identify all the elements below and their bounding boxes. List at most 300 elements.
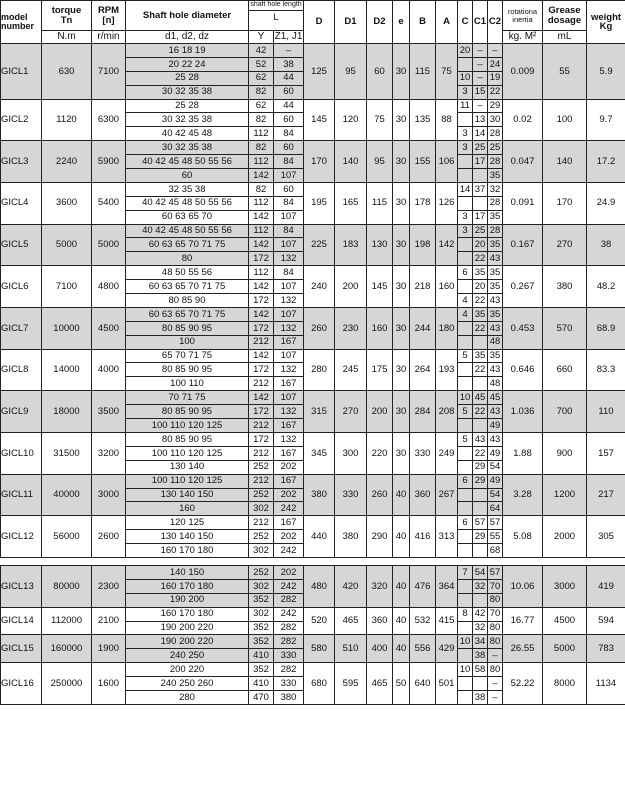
length-y-cell: 212 — [249, 474, 274, 488]
grease-cell: 170 — [543, 182, 587, 224]
B-cell: 244 — [410, 307, 436, 349]
length-y-cell: 302 — [249, 544, 274, 558]
grease-cell: 4500 — [543, 607, 587, 635]
C-cell — [458, 649, 473, 663]
D1-cell: 510 — [335, 635, 367, 663]
C2-cell: 80 — [488, 635, 503, 649]
shaft-diameter-cell: 190 200 220 — [126, 635, 249, 649]
shaft-diameter-cell: 60 63 65 70 71 75 — [126, 307, 249, 321]
D-cell: 195 — [304, 182, 335, 224]
inertia-cell: 52.22 — [503, 663, 543, 705]
length-z-cell: 282 — [274, 621, 304, 635]
D2-cell: 220 — [367, 432, 393, 474]
inertia-cell: 0.009 — [503, 44, 543, 100]
B-cell: 640 — [410, 663, 436, 705]
C1-cell: – — [473, 44, 488, 58]
length-y-cell: 252 — [249, 488, 274, 502]
B-cell: 218 — [410, 266, 436, 308]
D2-cell: 130 — [367, 224, 393, 266]
B-cell: 178 — [410, 182, 436, 224]
e-cell: 30 — [393, 44, 410, 100]
A-cell: 364 — [436, 565, 458, 607]
B-cell: 284 — [410, 391, 436, 433]
grease-cell: 55 — [543, 44, 587, 100]
table-row — [1, 663, 625, 677]
length-y-cell: 142 — [249, 210, 274, 224]
length-y-cell: 212 — [249, 419, 274, 433]
table-gap-row — [1, 557, 625, 565]
table-row — [1, 141, 625, 155]
A-cell: 126 — [436, 182, 458, 224]
length-z-cell: 84 — [274, 224, 304, 238]
C-cell: 10 — [458, 71, 473, 85]
C-cell: 3 — [458, 210, 473, 224]
D1-cell: 270 — [335, 391, 367, 433]
D2-cell: 115 — [367, 182, 393, 224]
length-y-cell: 142 — [249, 349, 274, 363]
torque-unit: N.m — [42, 31, 92, 44]
C2-cell: 29 — [488, 99, 503, 113]
shaft-length-title: shaft hole length — [250, 1, 302, 8]
weight-cell: 5.9 — [587, 44, 625, 100]
rpm-unit: r/min — [92, 31, 126, 44]
shaft-diameter-cell: 16 18 19 — [126, 44, 249, 58]
D2-cell: 175 — [367, 349, 393, 391]
length-y-cell: 410 — [249, 649, 274, 663]
length-y-cell: 212 — [249, 335, 274, 349]
inertia-cell: 5.08 — [503, 516, 543, 558]
C-cell — [458, 238, 473, 252]
D1-cell: 165 — [335, 182, 367, 224]
table-row — [1, 635, 625, 649]
table-row — [1, 44, 625, 58]
length-z-cell: 167 — [274, 377, 304, 391]
inertia-cell: 10.06 — [503, 565, 543, 607]
e-cell: 30 — [393, 266, 410, 308]
weight-cell: 594 — [587, 607, 625, 635]
B-cell: 198 — [410, 224, 436, 266]
length-y-cell: 82 — [249, 85, 274, 99]
inertia-cell: 1.88 — [503, 432, 543, 474]
C1-cell: 20 — [473, 238, 488, 252]
length-z-cell: 242 — [274, 502, 304, 516]
C-cell: 5 — [458, 349, 473, 363]
shaft-diameter-cell: 40 42 45 48 — [126, 127, 249, 141]
rpm-cell: 2600 — [92, 516, 126, 558]
C2-cell: 54 — [488, 460, 503, 474]
C2-cell: 80 — [488, 593, 503, 607]
C2-cell: 28 — [488, 224, 503, 238]
C1-cell: 22 — [473, 252, 488, 266]
e-cell: 40 — [393, 565, 410, 607]
D-cell: 260 — [304, 307, 335, 349]
length-z-cell: 330 — [274, 677, 304, 691]
C-cell: 4 — [458, 307, 473, 321]
C-cell — [458, 530, 473, 544]
C-cell — [458, 169, 473, 183]
table-row — [1, 266, 625, 280]
D-cell: 680 — [304, 663, 335, 705]
grease-cell: 270 — [543, 224, 587, 266]
grease-header: Grease dosage — [543, 1, 587, 31]
C2-cell: – — [488, 677, 503, 691]
shaft-diameter-header: Shaft hole diameter — [126, 1, 249, 31]
D-cell: 240 — [304, 266, 335, 308]
weight-cell: 783 — [587, 635, 625, 663]
grease-cell: 570 — [543, 307, 587, 349]
length-y-cell: 352 — [249, 621, 274, 635]
length-z-cell: 380 — [274, 690, 304, 704]
model-cell: GICL5 — [1, 224, 42, 266]
C-cell — [458, 502, 473, 516]
model-cell: GICL3 — [1, 141, 42, 183]
weight-cell: 110 — [587, 391, 625, 433]
e-cell: 40 — [393, 474, 410, 516]
C-cell: 5 — [458, 432, 473, 446]
length-y-cell: 112 — [249, 127, 274, 141]
length-y-cell: 42 — [249, 44, 274, 58]
length-y-cell: 302 — [249, 579, 274, 593]
shaft-diameter-cell: 80 85 90 95 — [126, 321, 249, 335]
length-z-cell: 132 — [274, 363, 304, 377]
torque-cell: 56000 — [42, 516, 92, 558]
length-y-cell: 470 — [249, 690, 274, 704]
C1-cell: 22 — [473, 363, 488, 377]
C2-cell: 64 — [488, 502, 503, 516]
D2-cell: 290 — [367, 516, 393, 558]
C2-cell: 49 — [488, 446, 503, 460]
e-cell: 30 — [393, 182, 410, 224]
shaft-diameter-cell: 120 125 — [126, 516, 249, 530]
length-y-cell: 112 — [249, 155, 274, 169]
torque-header: torque Tn — [42, 1, 92, 31]
shaft-diameter-cell: 30 32 35 38 — [126, 113, 249, 127]
C2-cell: 28 — [488, 196, 503, 210]
rpm-cell: 5900 — [92, 141, 126, 183]
length-z-cell: 84 — [274, 196, 304, 210]
table-row — [1, 182, 625, 196]
C1-cell: 38 — [473, 690, 488, 704]
C-cell: 3 — [458, 224, 473, 238]
D2-cell: 260 — [367, 474, 393, 516]
length-z-cell: 44 — [274, 71, 304, 85]
B-cell: 264 — [410, 349, 436, 391]
C1-cell: 32 — [473, 621, 488, 635]
C1-cell: 37 — [473, 182, 488, 196]
length-y-cell: 52 — [249, 57, 274, 71]
length-y-cell: 352 — [249, 663, 274, 677]
C1-cell: – — [473, 71, 488, 85]
shaft-diameter-sub: d1, d2, dz — [126, 31, 249, 44]
C1-cell: 22 — [473, 446, 488, 460]
shaft-diameter-cell: 190 200 220 — [126, 621, 249, 635]
D-cell: 480 — [304, 565, 335, 607]
C-cell — [458, 593, 473, 607]
shaft-diameter-cell: 60 — [126, 169, 249, 183]
C2-cell: 43 — [488, 252, 503, 266]
A-cell: 88 — [436, 99, 458, 141]
shaft-diameter-cell: 60 63 65 70 71 75 — [126, 238, 249, 252]
model-cell: GICL2 — [1, 99, 42, 141]
C-cell — [458, 57, 473, 71]
torque-cell: 112000 — [42, 607, 92, 635]
C2-cell: 35 — [488, 169, 503, 183]
D2-cell: 95 — [367, 141, 393, 183]
e-cell: 30 — [393, 391, 410, 433]
length-z-cell: 38 — [274, 57, 304, 71]
length-z-cell: 107 — [274, 280, 304, 294]
inertia-cell: 26.55 — [503, 635, 543, 663]
C1-cell: 13 — [473, 113, 488, 127]
length-z-cell: – — [274, 44, 304, 58]
A-header: A — [436, 1, 458, 44]
C2-cell: 45 — [488, 391, 503, 405]
shaft-diameter-cell: 130 140 150 — [126, 488, 249, 502]
torque-cell: 3600 — [42, 182, 92, 224]
length-y-cell: 252 — [249, 460, 274, 474]
length-z-cell: 282 — [274, 593, 304, 607]
rpm-cell: 1900 — [92, 635, 126, 663]
shaft-diameter-cell: 100 110 120 125 — [126, 446, 249, 460]
C2-cell: 70 — [488, 579, 503, 593]
length-y-cell: 142 — [249, 307, 274, 321]
D2-cell: 145 — [367, 266, 393, 308]
weight-cell: 24.9 — [587, 182, 625, 224]
length-y-cell: 172 — [249, 432, 274, 446]
e-cell: 30 — [393, 307, 410, 349]
C2-cell: 43 — [488, 363, 503, 377]
C1-cell: 35 — [473, 266, 488, 280]
D1-cell: 245 — [335, 349, 367, 391]
inertia-cell: 0.02 — [503, 99, 543, 141]
rpm-cell: 7100 — [92, 44, 126, 100]
model-cell: GICL4 — [1, 182, 42, 224]
C1-cell — [473, 502, 488, 516]
model-cell: GICL10 — [1, 432, 42, 474]
shaft-diameter-cell: 25 28 — [126, 71, 249, 85]
length-z-cell: 132 — [274, 321, 304, 335]
C2-cell: 24 — [488, 57, 503, 71]
C1-cell: 54 — [473, 565, 488, 579]
weight-cell: 9.7 — [587, 99, 625, 141]
shaft-diameter-cell: 20 22 24 — [126, 57, 249, 71]
table-row — [1, 474, 625, 488]
shaft-diameter-cell: 48 50 55 56 — [126, 266, 249, 280]
rpm-cell: 1600 — [92, 663, 126, 705]
weight-cell: 217 — [587, 474, 625, 516]
grease-cell: 1200 — [543, 474, 587, 516]
e-cell: 40 — [393, 516, 410, 558]
D1-cell: 120 — [335, 99, 367, 141]
D1-cell: 230 — [335, 307, 367, 349]
weight-cell: 419 — [587, 565, 625, 607]
C1-header: C1 — [473, 1, 488, 44]
shaft-diameter-cell: 80 85 90 — [126, 294, 249, 308]
torque-cell: 80000 — [42, 565, 92, 607]
C1-cell — [473, 169, 488, 183]
rpm-cell: 2100 — [92, 607, 126, 635]
model-cell: GICL11 — [1, 474, 42, 516]
e-cell: 30 — [393, 224, 410, 266]
table-row — [1, 432, 625, 446]
shaft-diameter-cell: 30 32 35 38 — [126, 85, 249, 99]
C-cell: 6 — [458, 266, 473, 280]
C-cell — [458, 113, 473, 127]
length-y-cell: 172 — [249, 405, 274, 419]
C2-cell: 35 — [488, 307, 503, 321]
length-z-cell: 167 — [274, 419, 304, 433]
shaft-diameter-cell: 160 170 180 — [126, 607, 249, 621]
torque-cell: 14000 — [42, 349, 92, 391]
C-cell: 4 — [458, 294, 473, 308]
D-cell: 380 — [304, 474, 335, 516]
D1-cell: 330 — [335, 474, 367, 516]
weight-cell: 157 — [587, 432, 625, 474]
D2-cell: 320 — [367, 565, 393, 607]
D-cell: 520 — [304, 607, 335, 635]
C1-cell — [473, 677, 488, 691]
C2-cell: 55 — [488, 530, 503, 544]
C1-cell: 35 — [473, 307, 488, 321]
length-y-cell: 212 — [249, 516, 274, 530]
D1-cell: 595 — [335, 663, 367, 705]
torque-cell: 31500 — [42, 432, 92, 474]
length-y-cell: 302 — [249, 607, 274, 621]
C2-cell: 54 — [488, 488, 503, 502]
length-z-cell: 167 — [274, 516, 304, 530]
B-cell: 532 — [410, 607, 436, 635]
C1-cell: 34 — [473, 635, 488, 649]
C-cell: 14 — [458, 182, 473, 196]
shaft-diameter-cell: 130 140 150 — [126, 530, 249, 544]
C1-cell — [473, 544, 488, 558]
C-cell: 10 — [458, 391, 473, 405]
rpm-cell: 3200 — [92, 432, 126, 474]
length-y-cell: 352 — [249, 635, 274, 649]
C-cell — [458, 419, 473, 433]
shaft-diameter-cell: 30 32 35 38 — [126, 141, 249, 155]
C1-cell: 29 — [473, 460, 488, 474]
C1-cell: 38 — [473, 649, 488, 663]
C-cell — [458, 252, 473, 266]
B-cell: 360 — [410, 474, 436, 516]
rpm-cell: 5000 — [92, 224, 126, 266]
table-body — [1, 44, 625, 705]
shaft-diameter-cell: 80 — [126, 252, 249, 266]
C1-cell: 29 — [473, 474, 488, 488]
torque-cell: 18000 — [42, 391, 92, 433]
length-z-cell: 282 — [274, 663, 304, 677]
C2-cell: 28 — [488, 127, 503, 141]
length-y-cell: 112 — [249, 266, 274, 280]
C-cell — [458, 335, 473, 349]
length-z-cell: 167 — [274, 335, 304, 349]
shaft-diameter-cell: 160 170 180 — [126, 579, 249, 593]
weight-cell: 68.9 — [587, 307, 625, 349]
D1-cell: 140 — [335, 141, 367, 183]
C2-cell: 35 — [488, 210, 503, 224]
length-z-cell: 242 — [274, 579, 304, 593]
C-cell: 3 — [458, 127, 473, 141]
shaft-diameter-cell: 160 — [126, 502, 249, 516]
length-z-cell: 132 — [274, 294, 304, 308]
model-cell: GICL7 — [1, 307, 42, 349]
weight-cell: 17.2 — [587, 141, 625, 183]
model-cell: GICL1 — [1, 44, 42, 100]
model-header: model number — [1, 1, 42, 44]
grease-cell: 700 — [543, 391, 587, 433]
length-y-cell: 410 — [249, 677, 274, 691]
length-y-cell: 252 — [249, 565, 274, 579]
D2-cell: 465 — [367, 663, 393, 705]
shaft-length-header — [249, 1, 304, 31]
A-cell: 160 — [436, 266, 458, 308]
length-z-cell: 202 — [274, 460, 304, 474]
Y-header: Y — [249, 31, 274, 44]
length-z-cell: 330 — [274, 649, 304, 663]
table-row — [1, 307, 625, 321]
shaft-diameter-cell: 40 42 45 48 50 55 56 — [126, 196, 249, 210]
length-y-cell: 82 — [249, 113, 274, 127]
C-cell — [458, 321, 473, 335]
length-y-cell: 142 — [249, 238, 274, 252]
inertia-cell: 0.646 — [503, 349, 543, 391]
C2-cell: 70 — [488, 607, 503, 621]
weight-cell: 1134 — [587, 663, 625, 705]
length-y-cell: 142 — [249, 169, 274, 183]
C1-cell: 17 — [473, 210, 488, 224]
A-cell: 208 — [436, 391, 458, 433]
D-cell: 345 — [304, 432, 335, 474]
length-z-cell: 60 — [274, 182, 304, 196]
C1-cell: 17 — [473, 155, 488, 169]
C1-cell: 22 — [473, 405, 488, 419]
C1-cell: 42 — [473, 607, 488, 621]
inertia-cell: 0.091 — [503, 182, 543, 224]
length-z-cell: 60 — [274, 141, 304, 155]
shaft-diameter-cell: 60 63 65 70 — [126, 210, 249, 224]
A-cell: 429 — [436, 635, 458, 663]
length-y-cell: 172 — [249, 363, 274, 377]
C-cell — [458, 446, 473, 460]
length-z-cell: 84 — [274, 155, 304, 169]
e-cell: 40 — [393, 607, 410, 635]
inertia-cell: 3.28 — [503, 474, 543, 516]
C1-cell: 22 — [473, 294, 488, 308]
shaft-length-L: L — [249, 10, 303, 23]
length-y-cell: 112 — [249, 196, 274, 210]
rpm-cell: 6300 — [92, 99, 126, 141]
C-cell: 7 — [458, 565, 473, 579]
length-z-cell: 132 — [274, 405, 304, 419]
C-cell — [458, 488, 473, 502]
C2-cell: 32 — [488, 182, 503, 196]
A-cell: 501 — [436, 663, 458, 705]
C2-cell: 57 — [488, 516, 503, 530]
torque-cell: 160000 — [42, 635, 92, 663]
e-cell: 30 — [393, 141, 410, 183]
rpm-cell: 3000 — [92, 474, 126, 516]
C-cell: 6 — [458, 516, 473, 530]
length-z-cell: 202 — [274, 565, 304, 579]
C2-cell: 35 — [488, 266, 503, 280]
shaft-diameter-cell: 65 70 71 75 — [126, 349, 249, 363]
C2-cell: 49 — [488, 419, 503, 433]
D2-cell: 60 — [367, 44, 393, 100]
D-cell: 170 — [304, 141, 335, 183]
model-cell: GICL14 — [1, 607, 42, 635]
C1-cell: 25 — [473, 141, 488, 155]
